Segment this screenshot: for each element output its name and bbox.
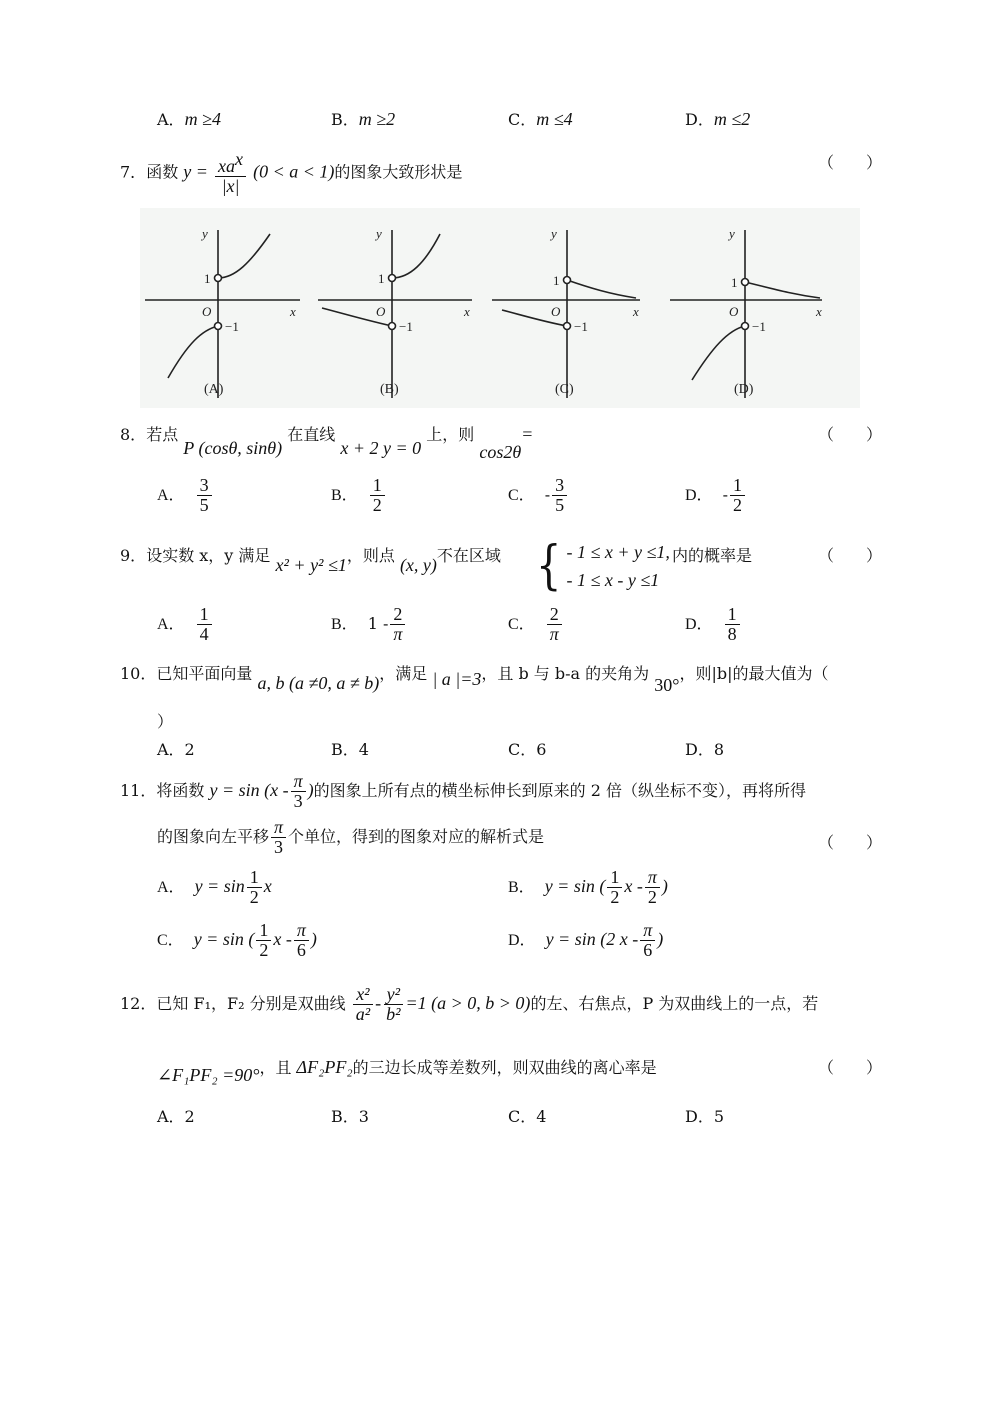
- q6-option-c: [508, 107, 573, 130]
- q10-option-b: B．4: [331, 740, 369, 759]
- q9-region: { - 1 ≤ x + y ≤1, - 1 ≤ x - y ≤1: [536, 536, 670, 596]
- q9-option-d: D． $\frac{1}{8}$: [685, 605, 742, 644]
- option-value: m ≥4: [184, 109, 221, 129]
- y-label: y: [202, 226, 208, 241]
- q12-stem: 12．已知 F₁，F₂ 分别是双曲线 $\frac{\text{x²}}{\text{a²}}$ - $\frac{\text{y²}}{\text{b²}}$ =1 (a > 0, b > 0)的左、右焦点，P 为双曲线上的一点，若: [120, 984, 819, 1024]
- answer-paren: （ ）: [818, 546, 883, 565]
- q12-option-d: D．5: [685, 1107, 725, 1126]
- q10-option-d: D．8: [685, 740, 725, 759]
- graph-caption-c: (C): [555, 382, 574, 397]
- q11-option-c: C． y = sin ( $\frac{1}{2}$ x - $\frac{\pi}{6}$ ): [157, 920, 317, 960]
- q8-stem: 8．若点 P (cosθ, sinθ) 在直线 x + 2 y = 0 上，则 cos2θ=: [120, 424, 534, 462]
- tick-neg-one: −1: [225, 319, 239, 334]
- option-label: A．: [157, 110, 185, 129]
- option-label: C．: [508, 110, 537, 129]
- q7-graphs: [140, 208, 860, 408]
- q9-option-c: C． $\frac{2}{\pi}$: [508, 605, 564, 644]
- y-label: y: [376, 226, 382, 241]
- tick-one: 1: [204, 271, 211, 286]
- brace-icon: {: [536, 536, 562, 596]
- open-point: [215, 275, 222, 282]
- option-value: m ≥2: [358, 109, 396, 129]
- origin-label: O: [551, 304, 561, 319]
- option-label: B．: [331, 110, 359, 129]
- q11-option-b: B． y = sin ( $\frac{1}{2}$ x - $\frac{\pi}{2}$ ): [508, 867, 668, 907]
- q9-option-b: B． 1 - $\frac{2}{\pi}$: [331, 605, 407, 644]
- q11-stem: 11．将函数 y = sin (x - $\frac{\pi}{3}$ )的图象上所有点的横坐标伸长到原来的 2 倍（纵坐标不变），再将所得: [120, 771, 806, 811]
- tick-one: 1: [731, 275, 738, 290]
- q11-option-d: D． y = sin (2 x - $\frac{\pi}{6}$ ): [508, 920, 664, 960]
- q12-option-a: A．2: [157, 1107, 195, 1126]
- open-point: [215, 323, 222, 330]
- origin-label: O: [376, 304, 386, 319]
- q6-option-d: [685, 107, 750, 130]
- q10-option-a: A．2: [157, 740, 195, 759]
- q9-option-a: A． $\frac{1}{4}$: [157, 605, 214, 644]
- open-point: [742, 323, 749, 330]
- x-label: x: [633, 304, 639, 319]
- q10-option-c: C．6: [508, 740, 547, 759]
- x-label: x: [464, 304, 470, 319]
- q8-option-c: C． - $\frac{3}{5}$: [508, 476, 569, 515]
- option-label: D．: [685, 110, 714, 129]
- q6-option-a: [157, 107, 221, 130]
- tick-neg-one: −1: [574, 319, 588, 334]
- q6-option-b: [331, 107, 395, 130]
- open-point: [564, 277, 571, 284]
- q10-stem: 10．已知平面向量 a, b (a ≠0, a ≠ b)，满足 | a |=3，且 b 与 b-a 的夹角为 30°，则|b|的最大值为（: [120, 664, 829, 695]
- tick-one: 1: [553, 273, 560, 288]
- graph-background: [140, 208, 860, 408]
- answer-paren: （ ）: [818, 153, 883, 172]
- q8-option-a: A． $\frac{3}{5}$: [157, 476, 214, 515]
- origin-label: O: [729, 304, 739, 319]
- tick-neg-one: −1: [752, 319, 766, 334]
- option-value: m ≤4: [536, 109, 573, 129]
- graph-caption-d: (D): [734, 382, 754, 397]
- graph-caption-b: (B): [380, 382, 399, 397]
- q12-option-b: B．3: [331, 1107, 369, 1126]
- q11-stem-line2: 的图象向左平移 $\frac{\pi}{3}$ 个单位，得到的图象对应的解析式是: [157, 817, 545, 857]
- answer-paren: （ ）: [818, 425, 883, 444]
- origin-label: O: [202, 304, 212, 319]
- q9-stem: 9．设实数 x，y 满足 x² + y² ≤1，则点 (x, y)不在区域: [120, 546, 501, 575]
- tick-neg-one: −1: [399, 319, 413, 334]
- y-label: y: [729, 226, 735, 241]
- answer-paren: （ ）: [818, 1058, 883, 1077]
- open-point: [389, 323, 396, 330]
- q11-option-a: A． y = sin $\frac{1}{2}$ x: [157, 867, 272, 907]
- q8-option-d: D． - $\frac{1}{2}$: [685, 476, 747, 515]
- x-label: x: [290, 304, 296, 319]
- q7-stem: 7．函数 y = $\frac{xa^x}{|x|}$ (0 < a < 1)的图象大致形状是: [120, 149, 463, 196]
- q7-fraction: $\frac{xa^x}{|x|}$: [215, 150, 246, 196]
- open-point: [389, 275, 396, 282]
- graph-caption-a: (A): [204, 382, 224, 397]
- q12-option-c: C．4: [508, 1107, 547, 1126]
- answer-paren: （ ）: [818, 833, 883, 852]
- open-point: [742, 279, 749, 286]
- q12-stem-line2: ∠F₁PF₂ =90°，且 ΔF₂PF₂的三边长成等差数列，则双曲线的离心率是: [157, 1057, 657, 1085]
- open-point: [564, 323, 571, 330]
- x-label: x: [816, 304, 822, 319]
- y-label: y: [551, 226, 557, 241]
- tick-one: 1: [378, 271, 385, 286]
- q8-option-b: B． $\frac{1}{2}$: [331, 476, 387, 515]
- option-value: m ≤2: [713, 109, 751, 129]
